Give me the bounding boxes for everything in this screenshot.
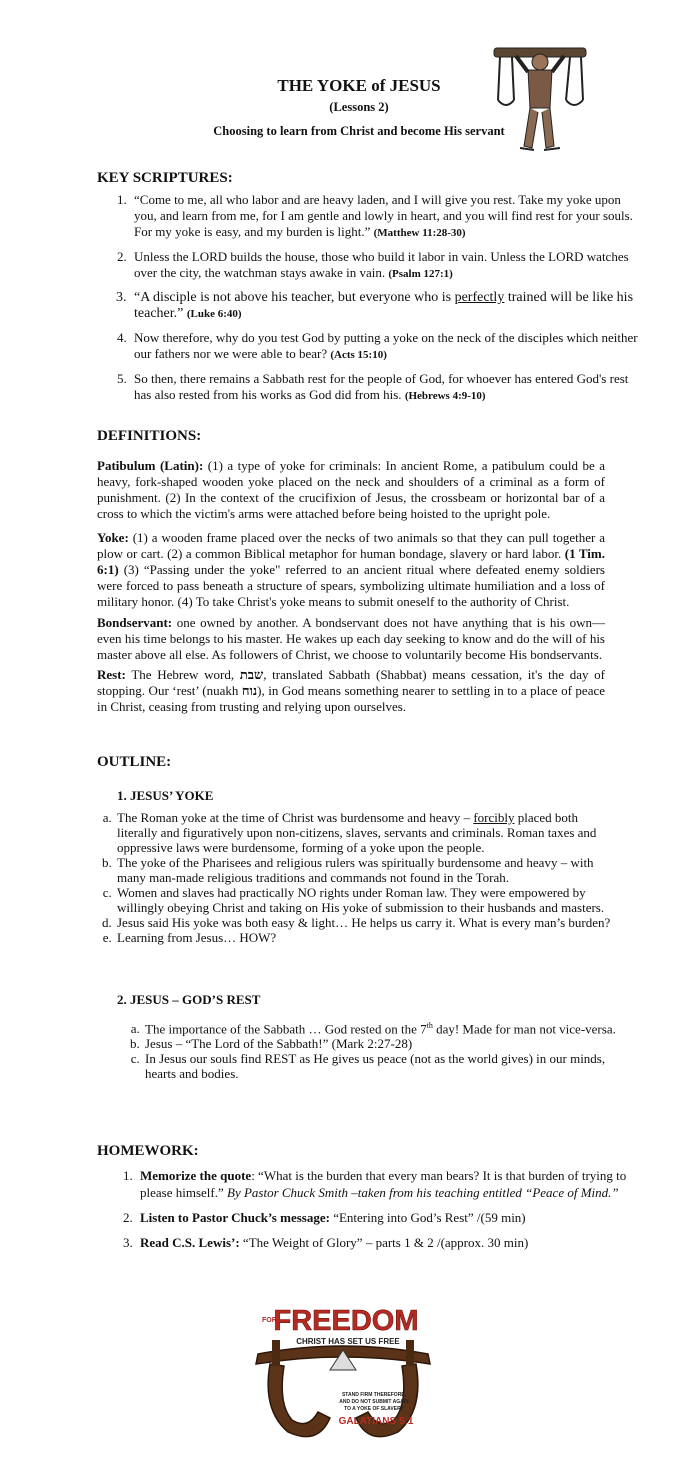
scripture-ref: (Psalm 127:1) (388, 268, 453, 280)
page-tagline: Choosing to learn from Christ and become His servant (213, 124, 505, 138)
scripture-ref: (Hebrews 4:9-10) (404, 390, 486, 402)
page-title: THE YOKE of JESUS (277, 76, 441, 95)
list-item: a. The importance of the Sabbath … God rested on the 7th day! Made for man not vice-versa. (143, 1018, 625, 1036)
list-item: d. Jesus said His yoke was both easy & light… He helps us carry it. What is every man’s burden? (115, 915, 611, 930)
scripture-ref: (Matthew 11:28-30) (373, 227, 466, 239)
logo-for: FOR (262, 1317, 277, 1324)
outline-list-jesus-yoke (97, 810, 611, 945)
outline-list-gods-rest (125, 1018, 625, 1081)
logo-line4: AND DO NOT SUBMIT AGAIN (339, 1399, 409, 1405)
homework-list (110, 1167, 636, 1251)
scripture-ref: (Luke 6:40) (186, 308, 242, 320)
definitions-heading: DEFINITIONS: (97, 428, 202, 444)
list-item: c. Women and slaves had practically NO rights under Roman law. They were empowered by willingly obeying Christ and taking on His yoke of submission to their husbands and masters. (115, 885, 611, 915)
logo-line3: STAND FIRM THEREFORE, (341, 1392, 407, 1398)
list-item: c. In Jesus our souls find REST as He gives us peace (not as the world gives) in our minds, hearts and bodies. (143, 1051, 625, 1081)
list-item: b. The yoke of the Pharisees and religious rulers was spiritually burdensome and heavy – with many man-made religious traditions and commands not found in the Torah. (115, 855, 611, 885)
scripture-item: 4. Now therefore, why do you test God by putting a yoke on the neck of the disciples which neither our fathers nor we were able to bear? (Acts 15:10) (130, 330, 640, 363)
outline-section-title: 2. JESUS – GOD’S REST (117, 992, 261, 1007)
definition-term: Yoke: (97, 530, 129, 545)
outline-section-title: 1. JESUS’ YOKE (117, 788, 214, 803)
logo-line2: CHRIST HAS SET US FREE (296, 1337, 400, 1346)
freedom-galatians-logo (248, 1300, 438, 1450)
scripture-item: 2. Unless the LORD builds the house, those who build it labor in vain. Unless the LORD watches over the city, the watchman stays awake in vain. (Psalm 127:1) (130, 249, 640, 282)
scripture-ref: (Acts 15:10) (330, 349, 387, 361)
outline-heading: OUTLINE: (97, 754, 172, 770)
scripture-item: 3. “A disciple is not above his teacher, but everyone who is perfectly trained will be like his teacher.” (Luke 6:40) (130, 290, 640, 322)
definition-bondservant: Bondservant: one owned by another. A bondservant does not have anything that is his own—even his time belongs to his master. He wakes up each day seeking to know and do the will of his master above all else. As followers of Christ, we choose to voluntarily become His bondservants. (97, 615, 605, 662)
logo-verse: GALATIANS 5:1 (338, 1416, 414, 1427)
definition-term: Bondservant: (97, 615, 173, 630)
homework-heading: HOMEWORK: (97, 1143, 199, 1159)
list-item: e. Learning from Jesus… HOW? (115, 930, 611, 945)
definition-term: Patibulum (Latin): (97, 458, 204, 473)
key-scriptures-list (100, 192, 640, 404)
definition-term: Rest: (97, 667, 126, 682)
page-subtitle: (Lessons 2) (329, 100, 389, 114)
list-item: a. The Roman yoke at the time of Christ was burdensome and heavy – forcibly placed both literally and figuratively upon non-citizens, slaves, servants and criminals. Roman taxes and oppressive laws were burdensome, forming of a yoke upon the people. (115, 810, 611, 855)
homework-item: 3. Read C.S. Lewis’: “The Weight of Glory” – parts 1 & 2 /(approx. 30 min) (136, 1234, 636, 1251)
scripture-item: 1. “Come to me, all who labor and are heavy laden, and I will give you rest. Take my yoke upon you, and learn from me, for I am gentle and lowly in heart, and you will find rest for your souls. For my yoke is easy, and my burden is light.” (Matthew 11:28-30) (130, 192, 640, 241)
homework-item: 2. Listen to Pastor Chuck’s message: “Entering into God’s Rest” /(59 min) (136, 1209, 636, 1226)
key-scriptures-heading: KEY SCRIPTURES: (97, 170, 233, 186)
scripture-item: 5. So then, there remains a Sabbath rest for the people of God, for whoever has entered God's rest has also rested from his works as God did from his. (Hebrews 4:9-10) (130, 371, 640, 404)
definition-yoke: Yoke: (1) a wooden frame placed over the necks of two animals so that they can pull together a plow or cart. (2) a common Biblical metaphor for human bondage, slavery or hard labor. (1 Tim. 6:1) (3) “Passing under the yoke" referred to an ancient ritual where defeated enemy soldiers were forced to pass beneath a structure of spears, symbolizing ultimate humiliation and a loss of military honor. (4) To take Christ's yoke means to submit oneself to the authority of Christ. (97, 530, 605, 609)
homework-item: 1. Memorize the quote: “What is the burden that every man bears? It is that burden of trying to please himself.” By Pastor Chuck Smith –taken from his teaching entitled “Peace of Mind.” (136, 1167, 636, 1201)
logo-freedom: FREEDOM (273, 1305, 419, 1337)
definition-patibulum: Patibulum (Latin): (1) a type of yoke for criminals: In ancient Rome, a patibulum could be a heavy, fork-shaped wooden yoke placed on the neck and shoulders of a criminal as a form of punishment. (2) In the context of the crucifixion of Jesus, the crossbeam or horizontal bar of a cross to which the victim's arms were attached before being hoisted to the upright pole. (97, 458, 605, 521)
logo-line5: TO A YOKE OF SLAVERY (344, 1406, 404, 1412)
definition-rest: Rest: The Hebrew word, שבת, translated Sabbath (Shabbat) means cessation, it's the day of stopping. Our ‘rest’ (nuakh נוח), in God means something nearer to settling in to a place of peace in Christ, ceasing from trusting and relying upon ourselves. (97, 667, 606, 714)
list-item: b. Jesus – “The Lord of the Sabbath!” (Mark 2:27-28) (143, 1036, 625, 1051)
